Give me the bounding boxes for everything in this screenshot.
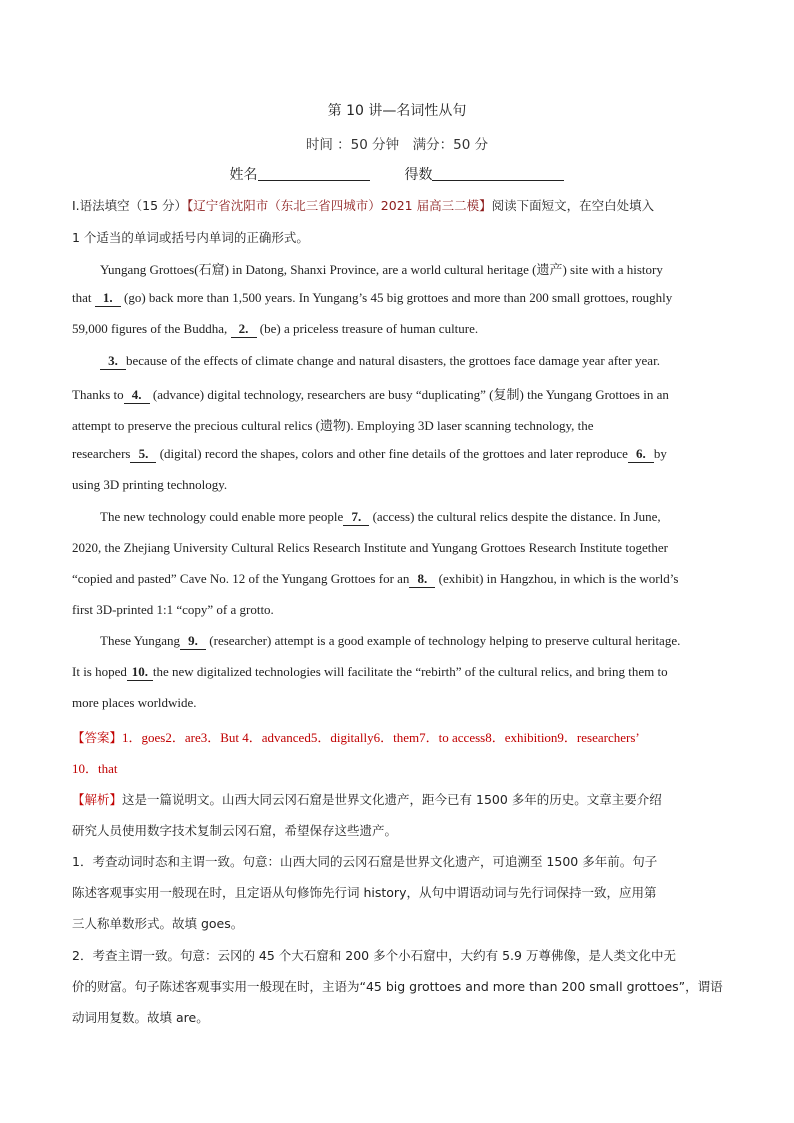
analysis-label: 【解析】 bbox=[72, 792, 123, 807]
answer-text: 1．goes2．are3．But 4．advanced5．digitally6．them7．to access8．exhibition9．researchers’ bbox=[122, 730, 640, 745]
passage-line: researchers 5. (digital) record the shapes, colors and other fine details of the grottoes and later reproduce 6. by bbox=[72, 446, 667, 461]
blank-4[interactable]: 4. bbox=[124, 387, 150, 404]
passage-line: attempt to preserve the precious cultural relics (遗物). Employing 3D laser scanning technology, the bbox=[72, 418, 594, 433]
blank-3[interactable]: 3. bbox=[100, 353, 126, 370]
passage-line: Thanks to 4. (advance) digital technology, researchers are busy “duplicating” (复制) the Yungang Grottoes in an bbox=[72, 387, 669, 402]
passage-line: 3. because of the effects of climate change and natural disasters, the grottoes face damage year after year. bbox=[72, 353, 752, 370]
blank-6[interactable]: 6. bbox=[628, 446, 654, 463]
passage-line: first 3D-printed 1:1 “copy” of a grotto. bbox=[72, 602, 274, 617]
blank-9[interactable]: 9. bbox=[180, 633, 206, 650]
passage-line: Yungang Grottoes(石窟) in Datong, Shanxi Province, are a world cultural heritage (遗产) site with a history bbox=[100, 262, 663, 277]
passage-line: The new technology could enable more people 7. (access) the cultural relics despite the distance. In June, bbox=[100, 509, 661, 524]
score-blank[interactable] bbox=[432, 166, 564, 181]
answer-label: 【答案】 bbox=[72, 730, 123, 745]
passage-line: 59,000 figures of the Buddha, 2. (be) a priceless treasure of human culture. bbox=[72, 321, 479, 336]
analysis-line: 研究人员使用数字技术复制云冈石窟，希望保存这些遗产。 bbox=[72, 823, 398, 838]
analysis-line: 2．考查主谓一致。句意：云冈的 45 个大石窟和 200 多个小石窟中，大约有 5.9 万尊佛像，是人类文化中无 bbox=[72, 948, 676, 963]
blank-7[interactable]: 7. bbox=[343, 509, 369, 526]
analysis-intro: 【解析】这是一篇说明文。山西大同云冈石窟是世界文化遗产，距今已有 1500 多年的历史。文章主要介绍 bbox=[72, 792, 662, 807]
passage-line: It is hoped 10. the new digitalized technologies will facilitate the “rebirth” of the cultural relics, and bring them to bbox=[72, 664, 668, 679]
answer-line bbox=[72, 727, 724, 746]
blank-8[interactable]: 8. bbox=[409, 571, 435, 588]
section-source: 【辽宁省沈阳市（东北三省四城市）2021 届高三二模】 bbox=[187, 198, 492, 213]
passage-line: using 3D printing technology. bbox=[72, 477, 228, 492]
passage-line: more places worldwide. bbox=[72, 695, 197, 710]
blank-10[interactable]: 10. bbox=[127, 664, 153, 681]
section-instruction-line2: 1 个适当的单词或括号内单词的正确形式。 bbox=[72, 230, 309, 245]
passage-line: “copied and pasted” Cave No. 12 of the Yungang Grottoes for an 8. (exhibit) in Hangzhou, in which is the world’s bbox=[72, 571, 679, 586]
section-instruction: 阅读下面短文，在空白处填入 bbox=[491, 198, 655, 213]
passage-line: that 1. (go) back more than 1,500 years. In Yungang’s 45 big grottoes and more than 200 small grottoes, roughly bbox=[72, 290, 673, 305]
score-label: 得数 bbox=[404, 167, 433, 183]
analysis-line: 动词用复数。故填 are。 bbox=[72, 1010, 209, 1025]
name-label: 姓名 bbox=[229, 167, 258, 183]
section-label: I.语法填空（15 分） bbox=[72, 198, 188, 213]
name-score-line bbox=[0, 164, 794, 184]
analysis-line: 三人称单数形式。故填 goes。 bbox=[72, 916, 244, 931]
page-title: 第 10 讲—名词性从句 bbox=[327, 103, 467, 119]
passage-line: These Yungang 9. (researcher) attempt is a good example of technology helping to preserve cultural heritage. bbox=[100, 633, 681, 648]
blank-1[interactable]: 1. bbox=[95, 290, 121, 307]
passage-line: 2020, the Zhejiang University Cultural Relics Research Institute and Yungang Grottoes Research Institute together bbox=[72, 540, 668, 555]
blank-2[interactable]: 2. bbox=[231, 321, 257, 338]
time-score-line: 时间 ：50 分钟 满分：50 分 bbox=[305, 137, 489, 153]
name-blank[interactable] bbox=[258, 166, 370, 181]
analysis-line: 1．考查动词时态和主谓一致。句意：山西大同的云冈石窟是世界文化遗产，可追溯至 1500 多年前。句子 bbox=[72, 854, 658, 869]
analysis-line: 价的财富。句子陈述客观事实用一般现在时，主语为“45 big grottoes and more than 200 small grottoes”，谓语 bbox=[72, 979, 723, 994]
blank-5[interactable]: 5. bbox=[130, 446, 156, 463]
analysis-line: 陈述客观事实用一般现在时，且定语从句修饰先行词 history，从句中谓语动词与先行词保持一致，应用第 bbox=[72, 885, 657, 900]
section-heading bbox=[72, 196, 724, 214]
answer-line-2: 10．that bbox=[72, 761, 118, 776]
